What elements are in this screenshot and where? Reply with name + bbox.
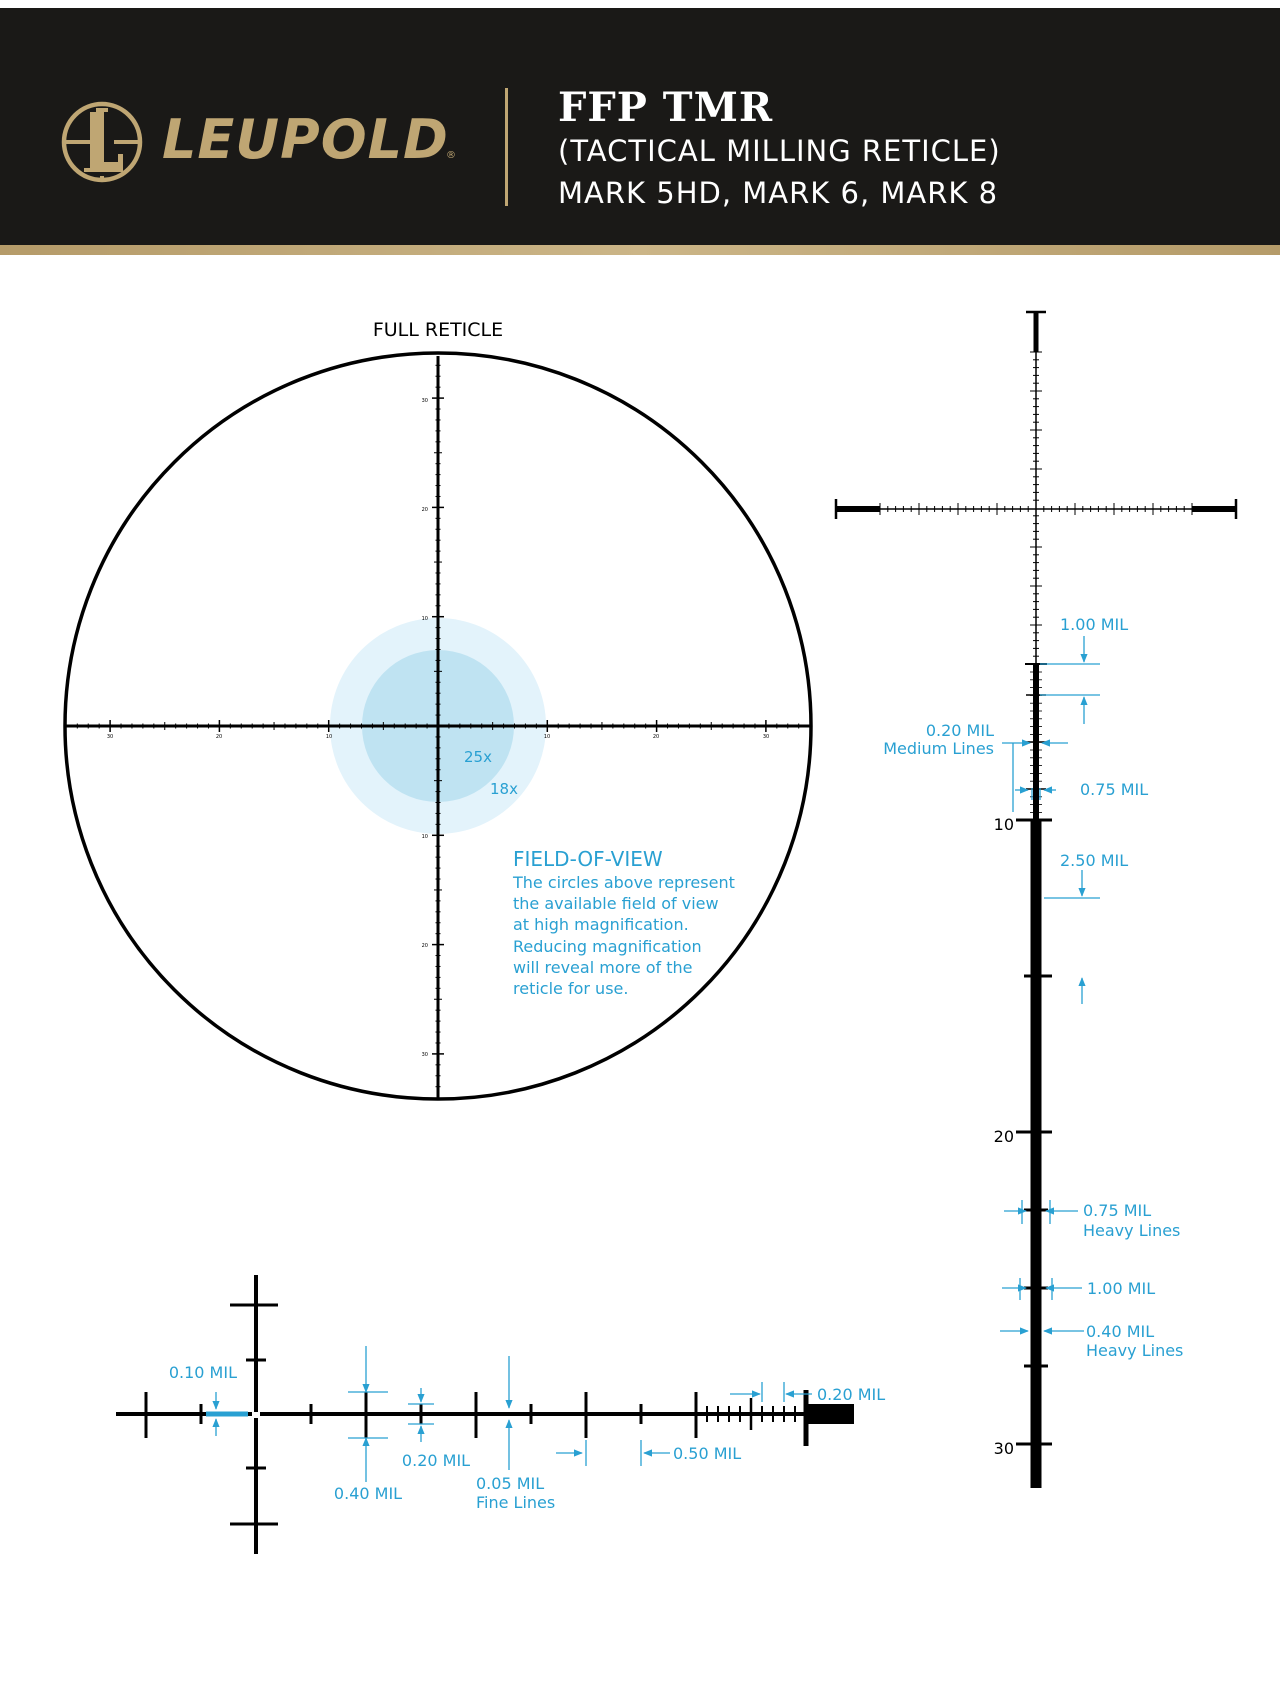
- annotation-0-50-mil: 0.50 MIL: [673, 1444, 742, 1463]
- fov-note-line: Reducing magnification: [513, 937, 702, 956]
- full-reticle-title: FULL RETICLE: [372, 319, 504, 341]
- annotation-0-75-mil: 0.75 MIL: [1080, 780, 1149, 799]
- reticle-subtitle: (TACTICAL MILLING RETICLE): [558, 134, 1001, 168]
- scale-number-10: 10: [993, 815, 1014, 834]
- fov-note-title: FIELD-OF-VIEW: [513, 847, 663, 871]
- upper-crosshair: [836, 312, 1236, 664]
- annotation-0-20-mil-medium: 0.20 MIL: [925, 721, 994, 740]
- tick-number-up-30: 30: [421, 398, 428, 404]
- annotation-0-20-mil-mid: 0.20 MIL: [401, 1451, 471, 1470]
- fov-note-line: the available field of view: [513, 894, 719, 913]
- tick-number-right-20: 20: [652, 734, 660, 740]
- annotation-2-50-mil: 2.50 MIL: [1060, 851, 1129, 870]
- annotation-0-75-mil-heavy: 0.75 MIL: [1083, 1201, 1152, 1220]
- annotation-medium-lines: Medium Lines: [883, 739, 994, 758]
- brand-wordmark: LEUPOLD: [162, 108, 449, 171]
- annotation-heavy-lines: Heavy Lines: [1083, 1221, 1181, 1240]
- scale-number-20: 20: [993, 1127, 1014, 1146]
- tick-number-right-30: 30: [762, 734, 770, 740]
- fov-note-line: at high magnification.: [513, 915, 689, 934]
- compatible-models: MARK 5HD, MARK 6, MARK 8: [558, 176, 999, 210]
- vertical-post: [1016, 664, 1052, 1488]
- reticle-title: FFP TMR: [558, 84, 774, 131]
- tick-number-down-30: 30: [421, 1052, 428, 1058]
- tick-number-left-10: 10: [325, 734, 333, 740]
- magnification-25x-label: 25x: [464, 748, 492, 766]
- fov-note-line: The circles above represent: [513, 873, 735, 892]
- annotation-1-00-mil-top: 1.00 MIL: [1060, 615, 1129, 634]
- fov-note-line: will reveal more of the: [513, 958, 693, 977]
- annotation-0-40-mil: 0.40 MIL: [333, 1484, 403, 1503]
- annotation-0-20-mil-right: 0.20 MIL: [817, 1385, 886, 1404]
- tick-number-left-20: 20: [215, 734, 223, 740]
- registered-mark: ®: [446, 150, 456, 161]
- tick-number-down-10: 10: [421, 834, 428, 840]
- annotation-1-00-mil-bottom: 1.00 MIL: [1087, 1279, 1156, 1298]
- scale-number-30: 30: [993, 1439, 1014, 1458]
- annotation-0-10-mil: 0.10 MIL: [168, 1363, 237, 1382]
- tick-number-right-10: 10: [543, 734, 551, 740]
- fov-note-line: reticle for use.: [513, 979, 629, 998]
- annotation-0-40-mil-heavy: 0.40 MIL: [1086, 1322, 1155, 1341]
- annotation-fine-lines: Fine Lines: [476, 1493, 556, 1512]
- annotation-0-05-mil: 0.05 MIL: [476, 1474, 545, 1493]
- tick-number-down-20: 20: [421, 943, 428, 949]
- tick-number-up-20: 20: [421, 507, 428, 513]
- annotation-heavy-lines: Heavy Lines: [1086, 1341, 1184, 1360]
- tick-number-left-30: 30: [106, 734, 114, 740]
- tick-number-up-10: 10: [421, 616, 428, 622]
- magnification-18x-label: 18x: [490, 780, 518, 798]
